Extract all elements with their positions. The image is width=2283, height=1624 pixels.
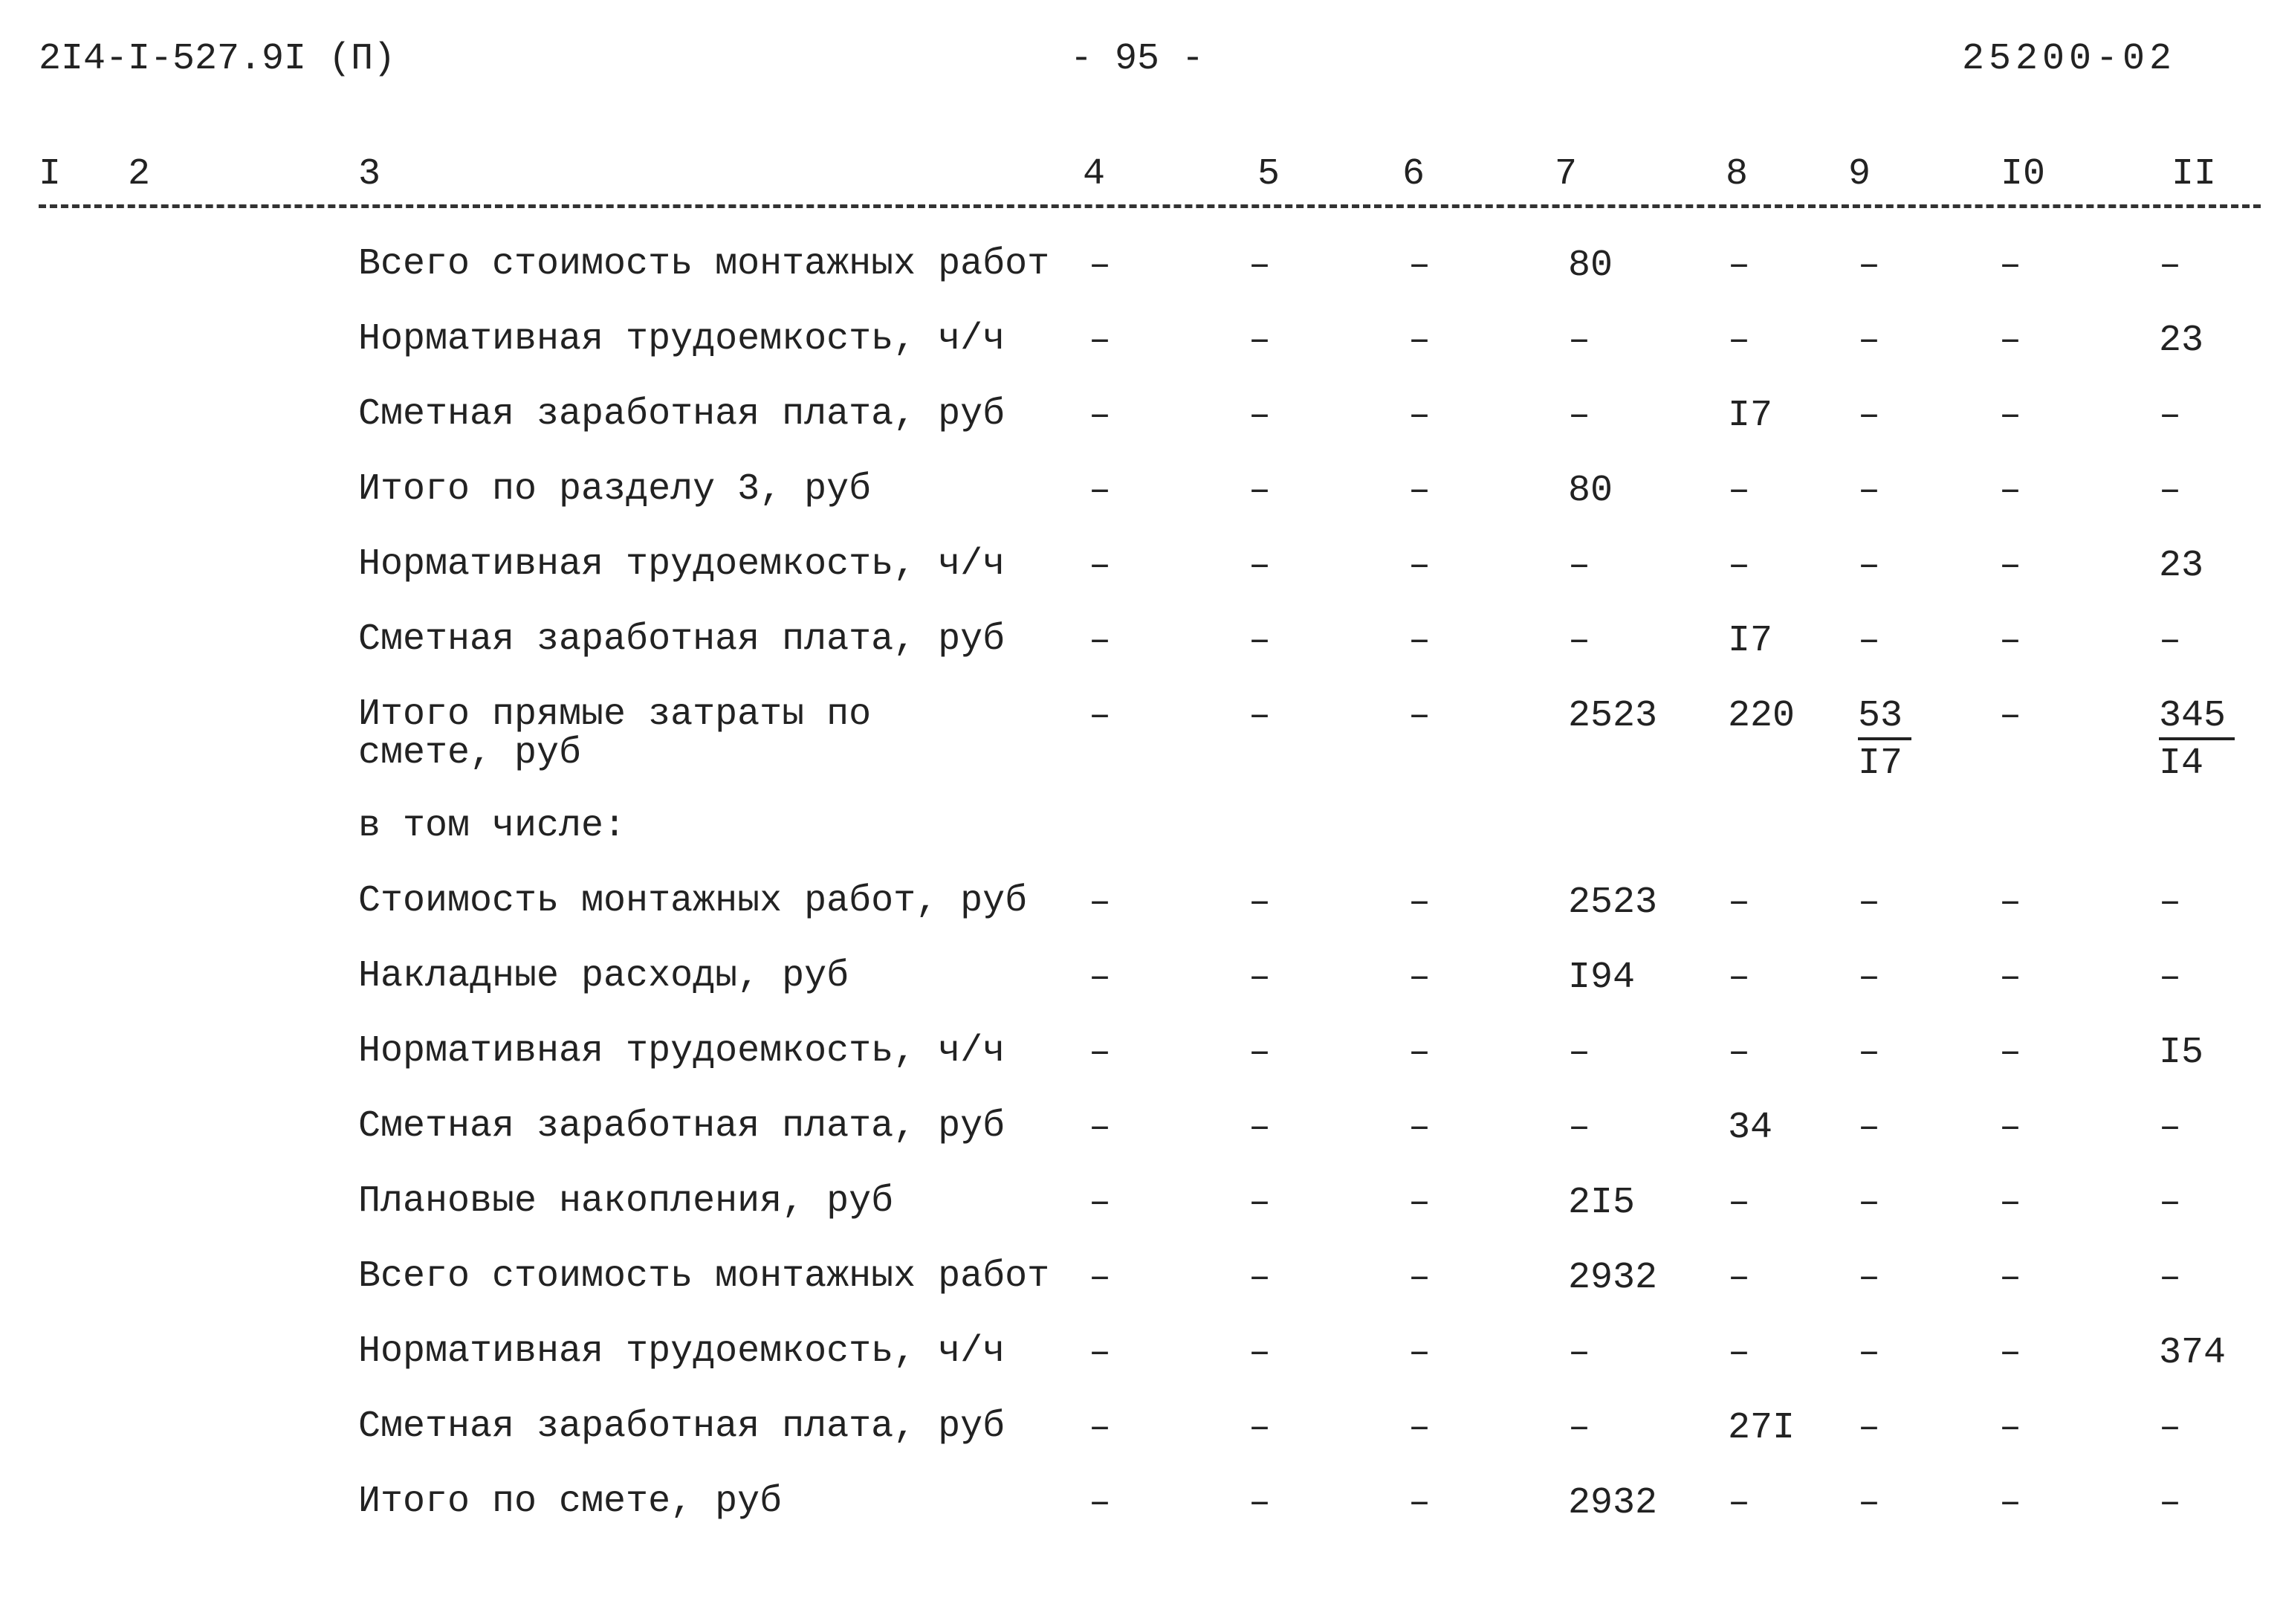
table-row	[0, 1483, 2283, 1558]
column-number-9: 9	[1848, 153, 1871, 195]
cell-col-10: –	[1999, 470, 2022, 512]
cell-col-4: –	[1089, 695, 1112, 737]
cell-col-11: –	[2159, 620, 2182, 662]
cell-col-8: –	[1728, 470, 1751, 512]
cell-col-11: 374	[2159, 1332, 2227, 1374]
cell-col-10: –	[1999, 620, 2022, 662]
cell-col-5: –	[1249, 1032, 1272, 1074]
cell-col-5: –	[1249, 1107, 1272, 1149]
row-label: Сметная заработная плата, руб	[358, 618, 1006, 661]
cell-col-6: –	[1408, 1482, 1431, 1524]
column-number-3: 3	[358, 153, 381, 195]
table-row	[0, 320, 2283, 395]
cell-col-9: –	[1858, 545, 1881, 587]
cell-col-4: –	[1089, 395, 1112, 437]
cell-col-7: 2523	[1568, 881, 1658, 924]
cell-col-10: –	[1999, 1482, 2022, 1524]
cell-col-10: –	[1999, 1257, 2022, 1299]
table-row	[0, 470, 2283, 546]
column-number-6: 6	[1402, 153, 1425, 195]
cell-col-11: –	[2159, 881, 2182, 924]
table-row	[0, 1107, 2283, 1183]
cell-col-6: –	[1408, 245, 1431, 287]
cell-col-4: –	[1089, 1182, 1112, 1224]
column-number-5: 5	[1257, 153, 1280, 195]
row-label: Сметная заработная плата, руб	[358, 1105, 1006, 1148]
column-number-2: 2	[128, 153, 151, 195]
fraction-numerator: 53	[1858, 696, 1911, 740]
cell-col-10: –	[1999, 881, 2022, 924]
row-label: Итого прямые затраты по смете, руб	[358, 693, 872, 774]
cell-col-10: –	[1999, 1182, 2022, 1224]
cell-col-5: –	[1249, 881, 1272, 924]
cell-col-6: –	[1408, 470, 1431, 512]
cell-col-8: 34	[1728, 1107, 1773, 1149]
cell-col-9: –	[1858, 320, 1881, 362]
table-row	[0, 957, 2283, 1032]
cell-col-6: –	[1408, 395, 1431, 437]
cell-col-6: –	[1408, 1107, 1431, 1149]
row-label: Всего стоимость монтажных работ	[358, 243, 1050, 285]
cell-col-8: –	[1728, 1032, 1751, 1074]
cell-col-8: –	[1728, 1257, 1751, 1299]
row-label: Сметная заработная плата, руб	[358, 393, 1006, 436]
cell-col-10: –	[1999, 1407, 2022, 1449]
cell-col-5: –	[1249, 695, 1272, 737]
cell-col-5: –	[1249, 620, 1272, 662]
cell-col-7: 80	[1568, 245, 1613, 287]
column-number-10: I0	[2001, 153, 2046, 195]
cell-col-4: –	[1089, 470, 1112, 512]
table-row	[0, 693, 2283, 807]
cell-col-11: –	[2159, 1407, 2182, 1449]
column-number-8: 8	[1726, 153, 1749, 195]
cell-col-9: –	[1858, 245, 1881, 287]
cell-col-4: –	[1089, 1407, 1112, 1449]
cell-col-11: –	[2159, 1257, 2182, 1299]
cell-col-6: –	[1408, 695, 1431, 737]
row-label: Стоимость монтажных работ, руб	[358, 880, 1028, 922]
cell-col-7: 2523	[1568, 695, 1658, 737]
cell-col-10: –	[1999, 545, 2022, 587]
cell-col-7: –	[1568, 320, 1591, 362]
cell-col-11: I5	[2159, 1032, 2204, 1074]
cell-col-5: –	[1249, 545, 1272, 587]
cell-col-9: –	[1858, 1332, 1881, 1374]
fraction-col-9	[1858, 696, 1911, 788]
fraction-col-11	[2159, 696, 2235, 788]
cell-col-6: –	[1408, 881, 1431, 924]
cell-col-9: –	[1858, 470, 1881, 512]
column-number-11: II	[2172, 153, 2217, 195]
column-number-7: 7	[1555, 153, 1578, 195]
cell-col-8: –	[1728, 1482, 1751, 1524]
cell-col-11: 23	[2159, 545, 2204, 587]
row-label: Нормативная трудоемкость, ч/ч	[358, 543, 1006, 586]
table-row	[0, 618, 2283, 696]
cell-col-11: –	[2159, 1107, 2182, 1149]
sheet-code: 25200-02	[1962, 38, 2177, 80]
cell-col-5: –	[1249, 470, 1272, 512]
cell-col-6: –	[1408, 1257, 1431, 1299]
cell-col-11: –	[2159, 1182, 2182, 1224]
table-row	[0, 1032, 2283, 1107]
cell-col-6: –	[1408, 957, 1431, 999]
cell-col-9: –	[1858, 620, 1881, 662]
cell-col-4: –	[1089, 1257, 1112, 1299]
row-label: Плановые накопления, руб	[358, 1180, 894, 1223]
cell-col-8: 27I	[1728, 1407, 1795, 1449]
cell-col-5: –	[1249, 245, 1272, 287]
cell-col-5: –	[1249, 1182, 1272, 1224]
cell-col-6: –	[1408, 1407, 1431, 1449]
cell-col-5: –	[1249, 957, 1272, 999]
cell-col-10: –	[1999, 1332, 2022, 1374]
table-row	[0, 882, 2283, 957]
cell-col-8: I7	[1728, 395, 1773, 437]
cell-col-11: –	[2159, 1482, 2182, 1524]
cell-col-8: –	[1728, 320, 1751, 362]
cell-col-10: –	[1999, 957, 2022, 999]
cell-col-6: –	[1408, 620, 1431, 662]
cell-col-7: –	[1568, 1332, 1591, 1374]
cell-col-4: –	[1089, 545, 1112, 587]
cell-col-5: –	[1249, 1482, 1272, 1524]
cell-col-4: –	[1089, 245, 1112, 287]
cell-col-7: –	[1568, 1407, 1591, 1449]
cell-col-9: –	[1858, 957, 1881, 999]
cell-col-7: –	[1568, 395, 1591, 437]
table-row	[0, 1405, 2283, 1483]
cell-col-5: –	[1249, 1257, 1272, 1299]
cell-col-9: –	[1858, 1107, 1881, 1149]
table-row	[0, 543, 2283, 621]
cell-col-4: –	[1089, 1032, 1112, 1074]
cell-col-4: –	[1089, 620, 1112, 662]
column-number-row	[39, 152, 2261, 208]
fraction-numerator: 345	[2159, 696, 2235, 740]
document-code: 2I4-I-527.9I (П)	[39, 38, 396, 80]
cell-col-10: –	[1999, 245, 2022, 287]
cell-col-11: –	[2159, 395, 2182, 437]
cell-col-7: –	[1568, 620, 1591, 662]
cell-col-11: 23	[2159, 320, 2204, 362]
cell-col-8: –	[1728, 881, 1751, 924]
cell-col-8: 220	[1728, 695, 1795, 737]
cell-col-4: –	[1089, 320, 1112, 362]
cell-col-9: –	[1858, 1407, 1881, 1449]
cell-col-7: 80	[1568, 470, 1613, 512]
column-number-4: 4	[1083, 153, 1106, 195]
cell-col-5: –	[1249, 395, 1272, 437]
cell-col-5: –	[1249, 1407, 1272, 1449]
cell-col-10: –	[1999, 1107, 2022, 1149]
cell-col-8: –	[1728, 245, 1751, 287]
cell-col-10: –	[1999, 395, 2022, 437]
cell-col-9: –	[1858, 1182, 1881, 1224]
cell-col-8: –	[1728, 1332, 1751, 1374]
cell-col-8: –	[1728, 957, 1751, 999]
cell-col-11: –	[2159, 957, 2182, 999]
table-row	[0, 1180, 2283, 1258]
cell-col-10: –	[1999, 1032, 2022, 1074]
cell-col-5: –	[1249, 320, 1272, 362]
row-label: Итого по разделу 3, руб	[358, 468, 872, 511]
row-label: Нормативная трудоемкость, ч/ч	[358, 318, 1006, 360]
row-label: Нормативная трудоемкость, ч/ч	[358, 1330, 1006, 1373]
cell-col-4: –	[1089, 1482, 1112, 1524]
cell-col-7: I94	[1568, 957, 1636, 999]
cell-col-4: –	[1089, 957, 1112, 999]
cell-col-10: –	[1999, 695, 2022, 737]
cell-col-7: 2I5	[1568, 1182, 1636, 1224]
cell-col-8: I7	[1728, 620, 1773, 662]
row-label: Итого по смете, руб	[358, 1481, 783, 1523]
row-label: в том числе:	[358, 805, 626, 847]
row-label: Сметная заработная плата, руб	[358, 1405, 1006, 1448]
cell-col-8: –	[1728, 545, 1751, 587]
fraction-denominator: I7	[1858, 743, 1903, 785]
table-row	[0, 395, 2283, 470]
cell-col-6: –	[1408, 320, 1431, 362]
cell-col-4: –	[1089, 1107, 1112, 1149]
cell-col-7: –	[1568, 1032, 1591, 1074]
cell-col-11: –	[2159, 470, 2182, 512]
cell-col-7: 2932	[1568, 1257, 1658, 1299]
table-row	[0, 1255, 2283, 1333]
row-label: Накладные расходы, руб	[358, 955, 849, 997]
cell-col-7: –	[1568, 1107, 1591, 1149]
cell-col-9: –	[1858, 395, 1881, 437]
cell-col-7: 2932	[1568, 1482, 1658, 1524]
cell-col-9: –	[1858, 1032, 1881, 1074]
cell-col-4: –	[1089, 1332, 1112, 1374]
row-label: Нормативная трудоемкость, ч/ч	[358, 1030, 1006, 1073]
cell-col-10: –	[1999, 320, 2022, 362]
cell-col-7: –	[1568, 545, 1591, 587]
fraction-denominator: I4	[2159, 743, 2204, 785]
column-number-1: I	[39, 153, 62, 195]
cell-col-6: –	[1408, 1032, 1431, 1074]
table-row	[0, 807, 2283, 882]
cell-col-4: –	[1089, 881, 1112, 924]
table-row	[0, 1330, 2283, 1408]
cell-col-8: –	[1728, 1182, 1751, 1224]
table-row	[0, 245, 2283, 320]
cell-col-6: –	[1408, 1182, 1431, 1224]
cell-col-9: –	[1858, 1482, 1881, 1524]
row-label: Всего стоимость монтажных работ	[358, 1255, 1050, 1298]
cell-col-9: –	[1858, 1257, 1881, 1299]
page-number: - 95 -	[1070, 38, 1205, 80]
estimate-table	[0, 245, 2283, 1558]
cell-col-6: –	[1408, 1332, 1431, 1374]
cell-col-9: –	[1858, 881, 1881, 924]
cell-col-6: –	[1408, 545, 1431, 587]
cell-col-5: –	[1249, 1332, 1272, 1374]
cell-col-11: –	[2159, 245, 2182, 287]
